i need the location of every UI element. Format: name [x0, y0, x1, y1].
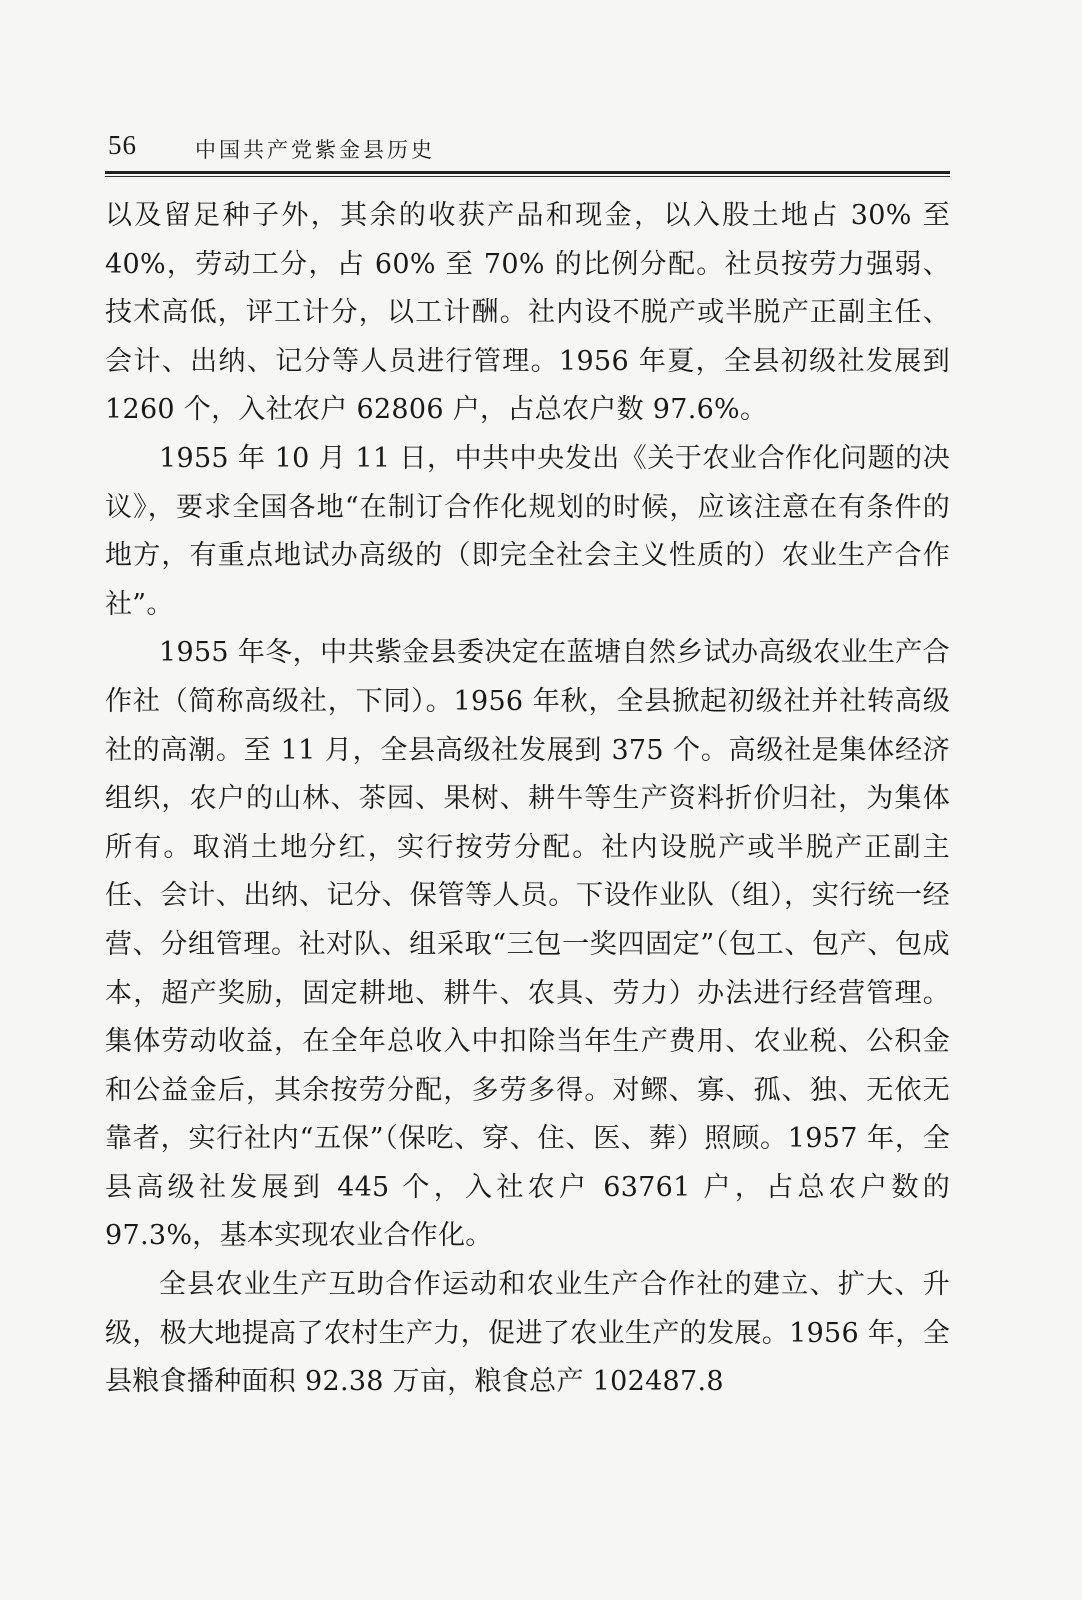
paragraph: 1955 年冬，中共紫金县委决定在蓝塘自然乡试办高级农业生产合作社（简称高级社，下同）。1956 年秋，全县掀起初级社并社转高级社的高潮。至 11 月，全县高级社发展到 375 个。高级社是集体经济组织，农户的山林、茶园、果树、耕牛等生产资料折价归社，为集体所有。取消土地分红，实行按劳分配。社内设脱产或半脱产正副主任、会计、出纳、记分、保管等人员。下设作业队（组），实行统一经营、分组管理。社对队、组采取“三包一奖四固定”（包工、包产、包成本，超产奖励，固定耕地、耕牛、农具、劳力）办法进行经营管理。集体劳动收益，在全年总收入中扣除当年生产费用、农业税、公积金和公益金后，其余按劳分配，多劳多得。对鳏、寡、孤、独、无依无靠者，实行社内“五保”（保吃、穿、住、医、葬）照顾。1957 年，全县高级社发展到 445 个，入社农户 63761 户，占总农户数的 97.3%，基本实现农业合作化。: [105, 637, 950, 1252]
running-title: 中国共产党紫金县历史: [195, 138, 435, 162]
page-header: [105, 128, 950, 168]
header-rule: [105, 171, 950, 174]
paragraph: 以及留足种子外，其余的收获产品和现金，以入股土地占 30% 至 40%，劳动工分，占 60% 至 70% 的比例分配。社员按劳力强弱、技术高低，评工计分，以工计酬。社内设不脱产或半脱产正副主任、会计、出纳、记分等人员进行管理。1956 年夏，全县初级社发展到 1260 个，入社农户 62806 户，占总农户数 97.6%。: [105, 200, 950, 426]
body-text: [105, 192, 950, 1407]
header-rule-thin: [105, 176, 950, 177]
paragraph: 全县农业生产互助合作运动和农业生产合作社的建立、扩大、升级，极大地提高了农村生产力，促进了农业生产的发展。1956 年，全县粮食播种面积 92.38 万亩，粮食总产 102487.8: [105, 1269, 950, 1398]
page-number: 56: [108, 130, 137, 160]
paragraph: 1955 年 10 月 11 日，中共中央发出《关于农业合作化问题的决议》，要求全国各地“在制订合作化规划的时候，应该注意在有条件的地方，有重点地试办高级的（即完全社会主义性质的）农业生产合作社”。: [105, 442, 950, 620]
